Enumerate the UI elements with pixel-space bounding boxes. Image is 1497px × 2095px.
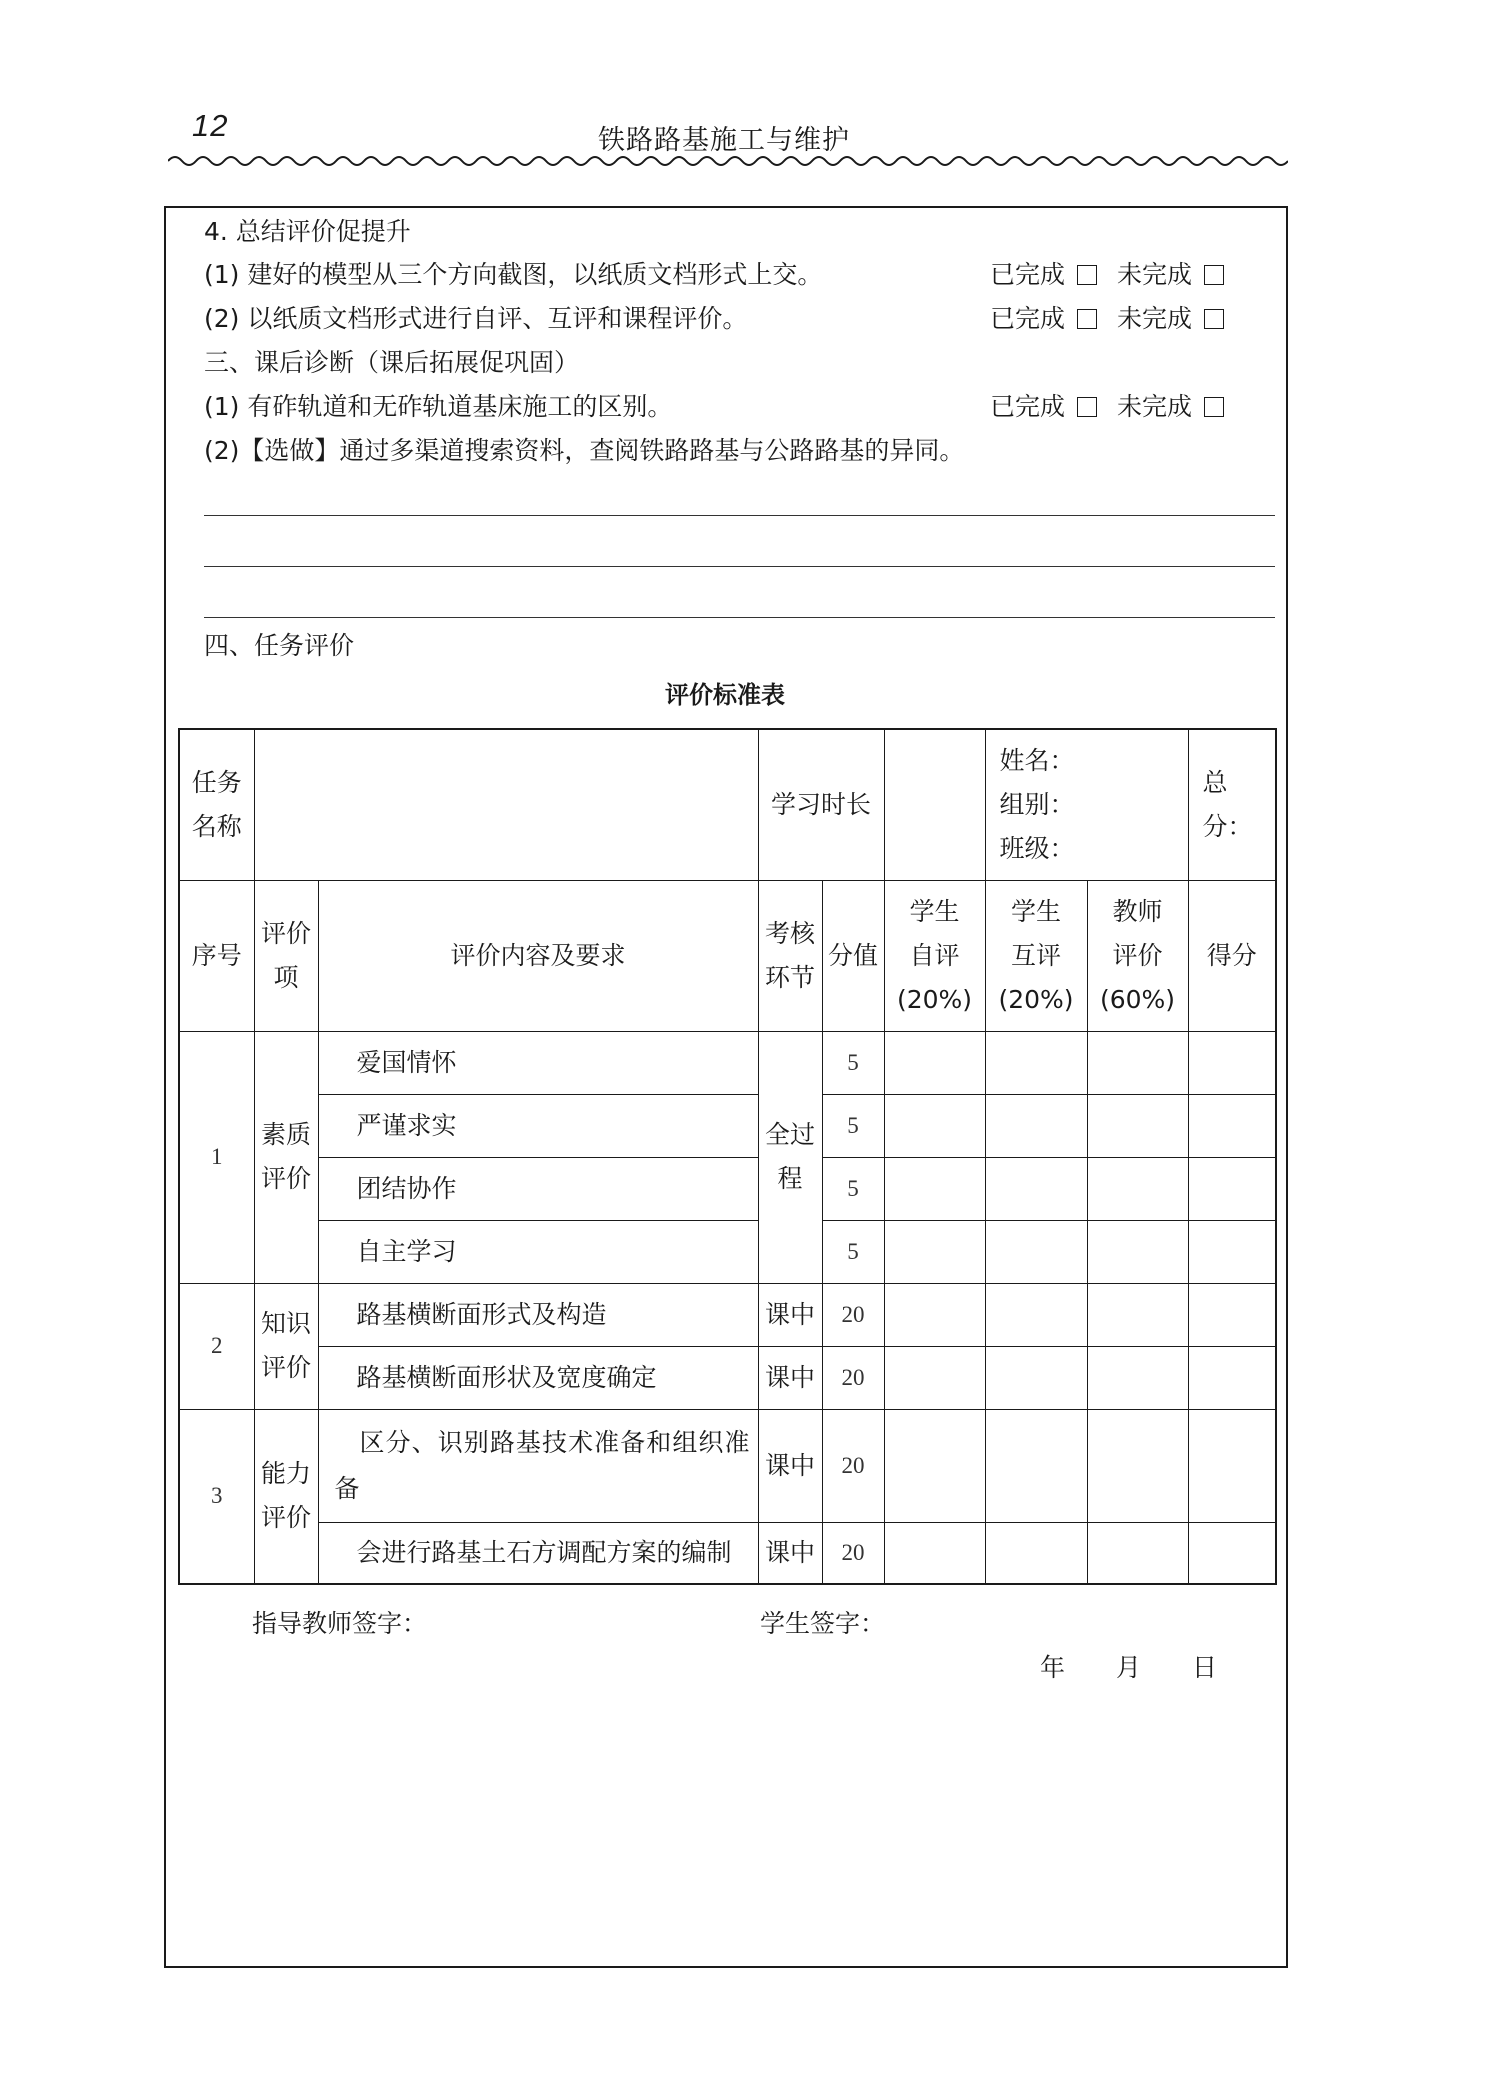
got-score-cell[interactable] xyxy=(1188,1094,1276,1157)
peer-eval-cell[interactable] xyxy=(985,1220,1087,1283)
got-score-cell[interactable] xyxy=(1188,1409,1276,1522)
evaluation-table xyxy=(178,728,1277,1585)
self-eval-cell[interactable] xyxy=(884,1409,985,1522)
not-done-checkbox[interactable] xyxy=(1204,397,1224,417)
peer-eval-cell[interactable] xyxy=(985,1094,1087,1157)
peer-eval-cell[interactable] xyxy=(985,1346,1087,1409)
got-score-cell[interactable] xyxy=(1188,1522,1276,1584)
not-done-label: 未完成 xyxy=(1117,392,1193,421)
student-info-cell xyxy=(985,729,1188,880)
header-score: 分值 xyxy=(822,880,884,1031)
teacher-eval-cell[interactable] xyxy=(1087,1409,1188,1522)
after-class-item-2: (2)【选做】通过多渠道搜索资料，查阅铁路路基与公路路基的异同。 xyxy=(204,436,965,465)
got-score-cell[interactable] xyxy=(1188,1346,1276,1409)
score-cell: 20 xyxy=(822,1522,884,1584)
seq-cell: 1 xyxy=(179,1031,254,1283)
answer-line-2[interactable] xyxy=(204,566,1275,567)
task-name-cell[interactable] xyxy=(254,729,758,880)
self-eval-cell[interactable] xyxy=(884,1094,985,1157)
table-row xyxy=(179,1031,1276,1094)
after-class-item-1: (1) 有砟轨道和无砟轨道基床施工的区别。 xyxy=(204,392,673,421)
item-cell: 能力评价 xyxy=(254,1409,318,1584)
self-eval-cell[interactable] xyxy=(884,1220,985,1283)
peer-eval-cell[interactable] xyxy=(985,1283,1087,1346)
self-eval-cell[interactable] xyxy=(884,1031,985,1094)
summary-item-2-status xyxy=(990,303,1224,335)
content-cell: 团结协作 xyxy=(318,1157,758,1220)
content-cell: 路基横断面形状及宽度确定 xyxy=(318,1346,758,1409)
teacher-eval-cell[interactable] xyxy=(1087,1031,1188,1094)
done-label: 已完成 xyxy=(990,392,1066,421)
stage-cell: 课中 xyxy=(758,1346,822,1409)
got-score-cell[interactable] xyxy=(1188,1283,1276,1346)
summary-item-2: (2) 以纸质文档形式进行自评、互评和课程评价。 xyxy=(204,304,748,333)
study-time-cell[interactable] xyxy=(884,729,985,880)
header-seq: 序号 xyxy=(179,880,254,1031)
got-score-cell[interactable] xyxy=(1188,1157,1276,1220)
content-cell: 区分、识别路基技术准备和组织准备 xyxy=(318,1409,758,1522)
teacher-eval-cell[interactable] xyxy=(1087,1283,1188,1346)
teacher-eval-cell[interactable] xyxy=(1087,1094,1188,1157)
done-checkbox[interactable] xyxy=(1077,309,1097,329)
table-row xyxy=(179,1346,1276,1409)
done-label: 已完成 xyxy=(990,260,1066,289)
not-done-checkbox[interactable] xyxy=(1204,265,1224,285)
task-name-label: 任务名称 xyxy=(179,729,254,880)
teacher-signature-label: 指导教师签字： xyxy=(252,1609,428,1638)
self-eval-cell[interactable] xyxy=(884,1157,985,1220)
peer-eval-cell[interactable] xyxy=(985,1409,1087,1522)
self-eval-cell[interactable] xyxy=(884,1522,985,1584)
table-caption: 评价标准表 xyxy=(665,681,785,709)
evaluation-title: 四、任务评价 xyxy=(204,631,355,660)
content-cell: 路基横断面形式及构造 xyxy=(318,1283,758,1346)
content-cell: 会进行路基土石方调配方案的编制 xyxy=(318,1522,758,1584)
name-label: 姓名： xyxy=(999,745,1075,775)
header-content: 评价内容及要求 xyxy=(318,880,758,1031)
seq-cell: 2 xyxy=(179,1283,254,1409)
peer-eval-cell[interactable] xyxy=(985,1157,1087,1220)
study-time-label: 学习时长 xyxy=(758,729,884,880)
score-cell: 20 xyxy=(822,1409,884,1522)
class-label: 班级： xyxy=(999,833,1075,863)
stage-cell: 课中 xyxy=(758,1283,822,1346)
score-cell: 5 xyxy=(822,1031,884,1094)
self-eval-cell[interactable] xyxy=(884,1346,985,1409)
table-row xyxy=(179,1094,1276,1157)
after-class-item-1-status xyxy=(990,391,1224,423)
total-score-cell: 总分： xyxy=(1188,729,1276,880)
page-number: 12 xyxy=(192,108,229,143)
header-stage: 考核环节 xyxy=(758,880,822,1031)
not-done-checkbox[interactable] xyxy=(1204,309,1224,329)
teacher-eval-cell[interactable] xyxy=(1087,1346,1188,1409)
stage-cell: 课中 xyxy=(758,1409,822,1522)
table-row xyxy=(179,1157,1276,1220)
content-cell: 爱国情怀 xyxy=(318,1031,758,1094)
summary-item-1-status xyxy=(990,259,1224,291)
decorative-wave-rule xyxy=(168,152,1288,170)
self-eval-cell[interactable] xyxy=(884,1283,985,1346)
date-year-label: 年 xyxy=(1040,1653,1066,1682)
header-item: 评价项 xyxy=(254,880,318,1031)
score-cell: 5 xyxy=(822,1220,884,1283)
student-signature-label: 学生签字： xyxy=(760,1609,886,1638)
summary-title: 4. 总结评价促提升 xyxy=(204,217,411,246)
running-head: 铁路路基施工与维护 xyxy=(598,125,850,156)
score-cell: 5 xyxy=(822,1094,884,1157)
content-cell: 自主学习 xyxy=(318,1220,758,1283)
stage-cell: 课中 xyxy=(758,1522,822,1584)
not-done-label: 未完成 xyxy=(1117,304,1193,333)
not-done-label: 未完成 xyxy=(1117,260,1193,289)
table-row xyxy=(179,1522,1276,1584)
score-cell: 20 xyxy=(822,1283,884,1346)
table-row xyxy=(179,1409,1276,1522)
date-day-label: 日 xyxy=(1192,1653,1218,1682)
header-teacher-eval: 教师 评价 (60%) xyxy=(1087,880,1188,1031)
peer-eval-cell[interactable] xyxy=(985,1031,1087,1094)
done-label: 已完成 xyxy=(990,304,1066,333)
got-score-cell[interactable] xyxy=(1188,1220,1276,1283)
answer-line-1[interactable] xyxy=(204,515,1275,516)
peer-eval-cell[interactable] xyxy=(985,1522,1087,1584)
teacher-eval-cell[interactable] xyxy=(1087,1157,1188,1220)
header-peer-eval: 学生 互评 (20%) xyxy=(985,880,1087,1031)
done-checkbox[interactable] xyxy=(1077,397,1097,417)
score-cell: 20 xyxy=(822,1346,884,1409)
table-row xyxy=(179,1220,1276,1283)
answer-line-3[interactable] xyxy=(204,617,1275,618)
done-checkbox[interactable] xyxy=(1077,265,1097,285)
group-label: 组别： xyxy=(999,789,1075,819)
table-row xyxy=(179,1283,1276,1346)
teacher-eval-cell[interactable] xyxy=(1087,1220,1188,1283)
header-got-score: 得分 xyxy=(1188,880,1276,1031)
summary-item-1: (1) 建好的模型从三个方向截图，以纸质文档形式上交。 xyxy=(204,260,823,289)
after-class-title: 三、课后诊断（课后拓展促巩固） xyxy=(204,348,580,377)
header-self-eval: 学生 自评 (20%) xyxy=(884,880,985,1031)
teacher-eval-cell[interactable] xyxy=(1087,1522,1188,1584)
stage-cell: 全过程 xyxy=(758,1031,822,1283)
date-month-label: 月 xyxy=(1116,1653,1142,1682)
got-score-cell[interactable] xyxy=(1188,1031,1276,1094)
score-cell: 5 xyxy=(822,1157,884,1220)
content-cell: 严谨求实 xyxy=(318,1094,758,1157)
seq-cell: 3 xyxy=(179,1409,254,1584)
item-cell: 知识评价 xyxy=(254,1283,318,1409)
item-cell: 素质评价 xyxy=(254,1031,318,1283)
